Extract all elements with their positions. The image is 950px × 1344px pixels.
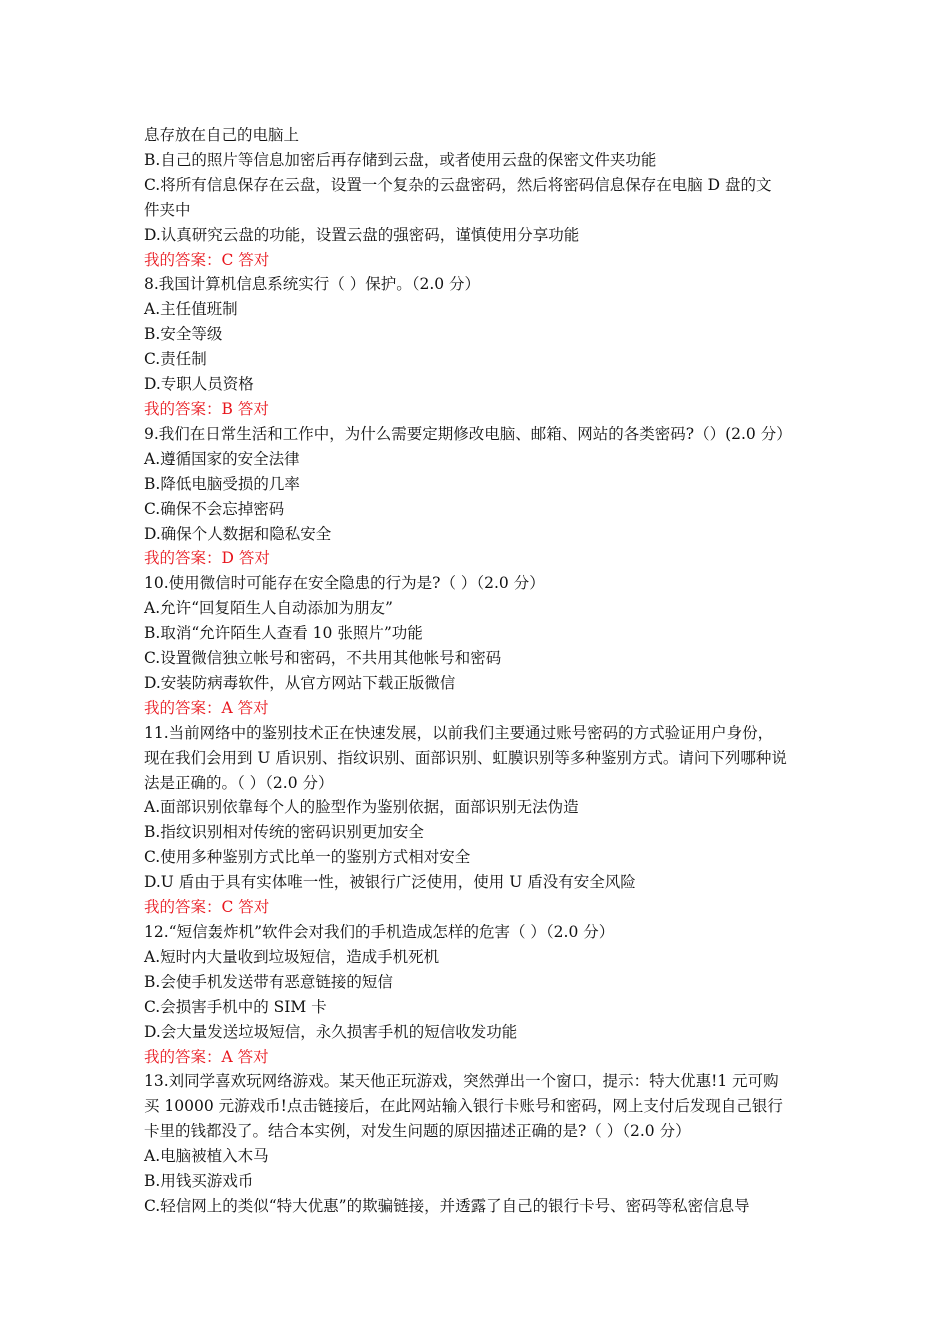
question-line: 卡里的钱都没了。结合本实例，对发生问题的原因描述正确的是?（ ）（2.0 分） xyxy=(144,1122,691,1141)
option-line: B.用钱买游戏币 xyxy=(144,1172,254,1191)
answer-line: 我的答案：A 答对 xyxy=(144,1047,269,1066)
option-line: B.降低电脑受损的几率 xyxy=(144,474,300,493)
option-line: 件夹中 xyxy=(144,200,191,219)
answer-line: 我的答案：D 答对 xyxy=(144,549,270,568)
option-line: C.确保不会忘掉密码 xyxy=(144,499,285,518)
question-line: 13.刘同学喜欢玩网络游戏。某天他正玩游戏，突然弹出一个窗口，提示：特大优惠!1 元可购 xyxy=(144,1072,779,1091)
option-line: D.确保个人数据和隐私安全 xyxy=(144,524,332,543)
answer-line: 我的答案：C 答对 xyxy=(144,898,270,917)
option-line: B.自己的照片等信息加密后再存储到云盘，或者使用云盘的保密文件夹功能 xyxy=(144,150,657,169)
option-line: A.短时内大量收到垃圾短信，造成手机死机 xyxy=(144,947,440,966)
option-line: C.使用多种鉴别方式比单一的鉴别方式相对安全 xyxy=(144,848,471,867)
option-line: A.遵循国家的安全法律 xyxy=(144,449,300,468)
option-line: D.认真研究云盘的功能，设置云盘的强密码，谨慎使用分享功能 xyxy=(144,225,580,244)
option-line: A.允许“回复陌生人自动添加为朋友” xyxy=(144,599,393,618)
question-line: 9.我们在日常生活和工作中，为什么需要定期修改电脑、邮箱、网站的各类密码?（）(2.0 分） xyxy=(144,424,792,443)
option-line: B.指纹识别相对传统的密码识别更加安全 xyxy=(144,823,424,842)
question-line: 现在我们会用到 U 盾识别、指纹识别、面部识别、虹膜识别等多种鉴别方式。请问下列哪种说 xyxy=(144,748,787,767)
option-line: B.安全等级 xyxy=(144,325,223,344)
option-line: C.设置微信独立帐号和密码，不共用其他帐号和密码 xyxy=(144,649,502,668)
option-line: A.面部识别依靠每个人的脸型作为鉴别依据，面部识别无法伪造 xyxy=(144,798,579,817)
question-line: 12.“短信轰炸机”软件会对我们的手机造成怎样的危害（ ）（2.0 分） xyxy=(144,923,615,941)
option-line: A.主任值班制 xyxy=(144,300,238,319)
document-body xyxy=(144,123,810,1219)
option-line: B.取消“允许陌生人查看 10 张照片”功能 xyxy=(144,624,423,643)
option-line: D.会大量发送垃圾短信，永久损害手机的短信收发功能 xyxy=(144,1022,518,1041)
answer-line: 我的答案：C 答对 xyxy=(144,250,270,269)
answer-line: 我的答案：A 答对 xyxy=(144,698,269,717)
question-line: 10.使用微信时可能存在安全隐患的行为是?（ ）（2.0 分） xyxy=(144,574,545,593)
option-line: D.U 盾由于具有实体唯一性，被银行广泛使用，使用 U 盾没有安全风险 xyxy=(144,873,636,892)
option-line: C.责任制 xyxy=(144,350,207,369)
answer-line: 我的答案：B 答对 xyxy=(144,399,269,418)
question-line: 11.当前网络中的鉴别技术正在快速发展，以前我们主要通过账号密码的方式验证用户身份， xyxy=(144,723,774,742)
option-line: C.会损害手机中的 SIM 卡 xyxy=(144,997,327,1016)
question-line: 买 10000 元游戏币!点击链接后，在此网站输入银行卡账号和密码，网上支付后发现自己银行 xyxy=(144,1097,783,1116)
option-line: A.电脑被植入木马 xyxy=(144,1147,269,1166)
question-line: 法是正确的。（ ）（2.0 分） xyxy=(144,773,334,792)
option-line: B.会使手机发送带有恶意链接的短信 xyxy=(144,972,393,991)
option-line: D.专职人员资格 xyxy=(144,375,254,394)
option-line: C.将所有信息保存在云盘，设置一个复杂的云盘密码，然后将密码信息保存在电脑 D 盘的文 xyxy=(144,175,772,194)
option-line: 息存放在自己的电脑上 xyxy=(144,126,300,144)
option-line: C.轻信网上的类似“特大优惠”的欺骗链接，并透露了自己的银行卡号、密码等私密信息导 xyxy=(144,1196,750,1215)
option-line: D.安装防病毒软件，从官方网站下载正版微信 xyxy=(144,673,456,692)
question-line: 8.我国计算机信息系统实行（ ）保护。（2.0 分） xyxy=(144,275,481,294)
